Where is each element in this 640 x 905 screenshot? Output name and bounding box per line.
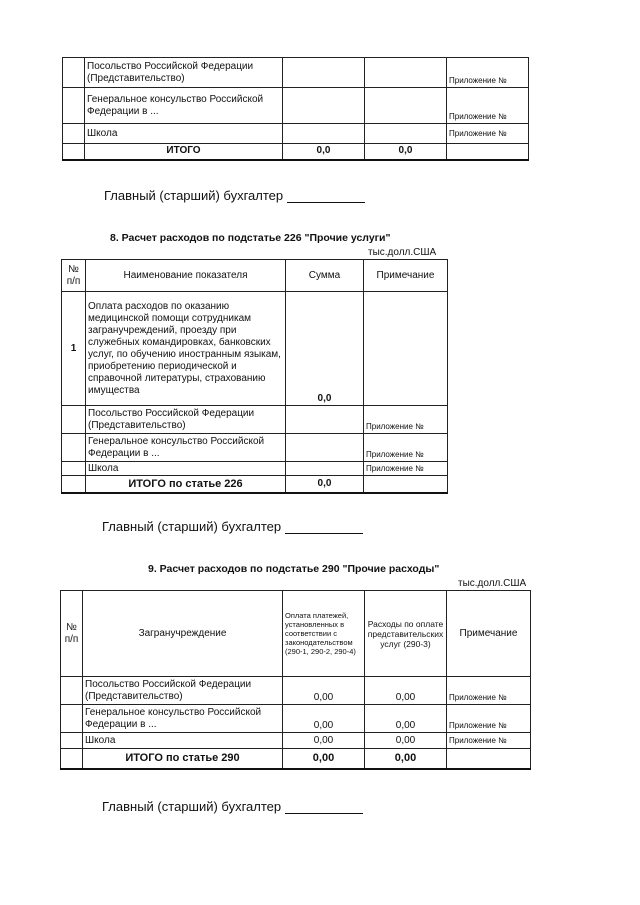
- signature-3: [102, 799, 363, 814]
- signature-label: Главный (старший) бухгалтер: [102, 519, 282, 534]
- section8-unit: тыс.долл.США: [368, 247, 437, 258]
- table-row: [61, 705, 531, 733]
- row-note: Приложение №: [364, 406, 448, 434]
- signature-label: Главный (старший) бухгалтер: [102, 799, 282, 814]
- row-value-2: 0,00: [365, 733, 447, 749]
- header-note: Примечание: [364, 260, 448, 292]
- row-value-1: 0,00: [283, 733, 365, 749]
- table-row: [62, 434, 448, 462]
- header-col2: Расходы по оплате представительских услуг (290-3): [365, 591, 447, 677]
- signature-1: [104, 188, 365, 203]
- row-note: Приложение №: [447, 733, 531, 749]
- total-sum: 0,0: [286, 476, 364, 493]
- row-value-2: 0,00: [365, 677, 447, 705]
- row-name: Посольство Российской Федерации (Представительство): [86, 406, 286, 434]
- header-row: [62, 260, 448, 292]
- header-note: Примечание: [447, 591, 531, 677]
- header-name: Загранучреждение: [83, 591, 283, 677]
- signature-line: [285, 521, 363, 534]
- row-name: Генеральное консульство Российской Федерации в ...: [83, 705, 283, 733]
- row-note: Приложение №: [447, 88, 529, 124]
- total-row: [63, 144, 529, 160]
- row-name: Школа: [83, 733, 283, 749]
- row-name: Оплата расходов по оказанию медицинской помощи сотрудникам загранучреждений, проезду при служебных командировках, банковских услуг, по обучению иностранным языкам, приобретению периодической и справочной литературы, страхованию имущества: [86, 292, 286, 406]
- table-row: [62, 462, 448, 476]
- total-value-2: 0,00: [365, 749, 447, 769]
- section8-title: 8. Расчет расходов по подстатье 226 "Прочие услуги": [110, 232, 391, 244]
- table-row: [61, 733, 531, 749]
- row-sum: 0,0: [286, 292, 364, 406]
- row-name: Генеральное консульство Российской Федерации в ...: [86, 434, 286, 462]
- row-value-1: 0,00: [283, 677, 365, 705]
- header-col1: Оплата платежей, установленных в соответствии с законодательством (290-1, 290-2, 290-4): [283, 591, 365, 677]
- total-row: [62, 476, 448, 493]
- table-row: [63, 88, 529, 124]
- total-value-2: 0,0: [365, 144, 447, 160]
- row-num: 1: [62, 292, 86, 406]
- row-name: Посольство Российской Федерации (Представительство): [85, 58, 283, 88]
- table-row: [62, 406, 448, 434]
- row-name: Генеральное консульство Российской Федерации в ...: [85, 88, 283, 124]
- table-row: [61, 677, 531, 705]
- row-value-2: 0,00: [365, 705, 447, 733]
- row-note: Приложение №: [364, 434, 448, 462]
- header-name: Наименование показателя: [86, 260, 286, 292]
- row-note: Приложение №: [447, 124, 529, 144]
- signature-line: [287, 190, 365, 203]
- signature-line: [285, 801, 363, 814]
- total-label: ИТОГО: [85, 144, 283, 160]
- total-label: ИТОГО по статье 290: [83, 749, 283, 769]
- table-row: [62, 292, 448, 406]
- signature-label: Главный (старший) бухгалтер: [104, 188, 284, 203]
- total-row: [61, 749, 531, 769]
- row-note: Приложение №: [364, 462, 448, 476]
- section9-unit: тыс.долл.США: [458, 578, 527, 589]
- total-value-1: 0,00: [283, 749, 365, 769]
- header-num: № п/п: [62, 260, 86, 292]
- row-value-1: 0,00: [283, 705, 365, 733]
- row-name: Школа: [86, 462, 286, 476]
- header-num: № п/п: [61, 591, 83, 677]
- section9-title: 9. Расчет расходов по подстатье 290 "Прочие расходы": [148, 563, 440, 575]
- section8-table: [61, 259, 448, 494]
- row-note: Приложение №: [447, 58, 529, 88]
- section9-table: [60, 590, 531, 770]
- header-row: [61, 591, 531, 677]
- header-sum: Сумма: [286, 260, 364, 292]
- row-name: Посольство Российской Федерации (Представительство): [83, 677, 283, 705]
- top-table: [62, 57, 529, 161]
- signature-2: [102, 519, 363, 534]
- total-value-1: 0,0: [283, 144, 365, 160]
- table-row: [63, 124, 529, 144]
- row-note: Приложение №: [447, 705, 531, 733]
- row-name: Школа: [85, 124, 283, 144]
- total-label: ИТОГО по статье 226: [86, 476, 286, 493]
- table-row: [63, 58, 529, 88]
- row-note: Приложение №: [447, 677, 531, 705]
